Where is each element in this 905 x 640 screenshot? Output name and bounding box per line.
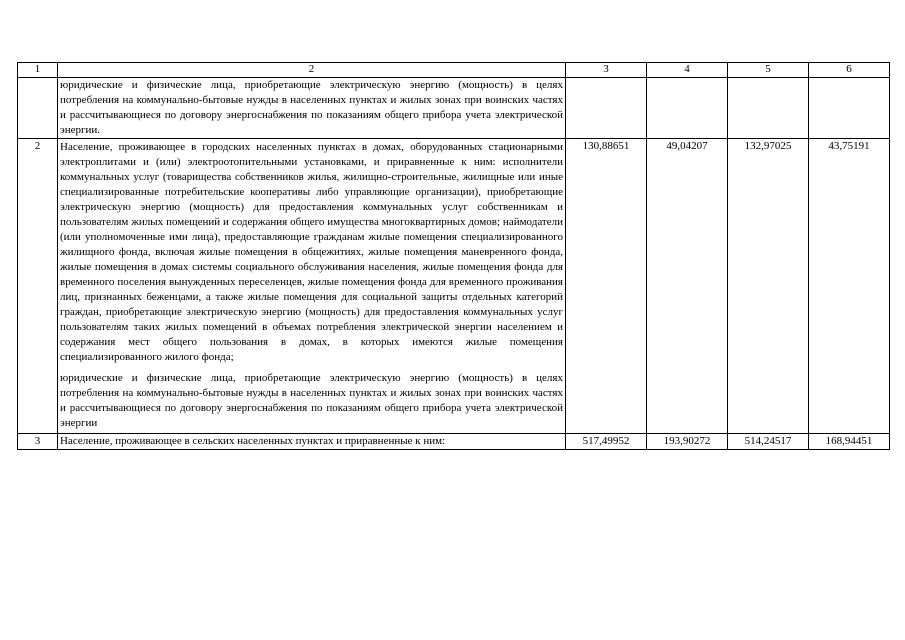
value-cell: 49,04207 (647, 139, 728, 434)
value-cell: 514,24517 (728, 434, 809, 450)
value-cell: 130,88651 (566, 139, 647, 434)
row-description (58, 78, 566, 139)
description-paragraph: Население, проживающее в городских населенных пунктах в домах, оборудованных стационарными электроплитами и (или) электроотопительными установками, и приравненные к ним: исполнители коммунальных услуг (товарищества собственников жилья, жилищно-строительные, жилищные или иные специализированные потребительские кооперативы либо управляющие организации), приобретающие электрическую энергию (мощность) для предоставления коммунальных услуг собственникам и пользователям жилых помещений и содержания общего имущества многоквартирных домов; наймодатели (или уполномоченные ими лица), предоставляющие гражданам жилые помещения специализированного жилищного фонда, включая жилые помещения в общежитиях, жилые помещения маневренного фонда, жилые помещения в домах системы социального обслуживания населения, жилые помещения фонда для временного поселения вынужденных переселенцев, жилые помещения фонда для временного проживания лиц, признанных беженцами, а также жилые помещения для социальной защиты отдельных категорий граждан, приобретающие электрическую энергию (мощность) для предоставления коммунальных услуг пользователям таких жилых помещений в объемах потребления электрической энергии населением и содержания мест общего пользования в домах, в которых имеются жилые помещения специализированного жилого фонда; (60, 141, 563, 363)
header-cell: 6 (809, 63, 890, 78)
row-description (58, 139, 566, 434)
header-cell: 1 (18, 63, 58, 78)
value-cell (809, 78, 890, 139)
table-row (18, 78, 890, 139)
description-paragraph: Население, проживающее в сельских населенных пунктах и приравненные к ним: (60, 435, 446, 447)
header-cell: 3 (566, 63, 647, 78)
row-number (18, 78, 58, 139)
value-cell: 168,94451 (809, 434, 890, 450)
value-cell (566, 78, 647, 139)
value-cell: 43,75191 (809, 139, 890, 434)
header-cell: 5 (728, 63, 809, 78)
header-cell: 4 (647, 63, 728, 78)
table-header-row (18, 63, 890, 78)
row-number: 3 (18, 434, 58, 450)
description-paragraph: юридические и физические лица, приобретающие электрическую энергию (мощность) в целях потребления на коммунально-бытовые нужды в населенных пунктах и жилых зонах при воинских частях и рассчитывающиеся по договору энергоснабжения по показаниям общего прибора учета электрической энергии. (60, 79, 563, 136)
value-cell: 517,49952 (566, 434, 647, 450)
tariff-table (17, 62, 890, 450)
value-cell (728, 78, 809, 139)
table-row (18, 139, 890, 434)
value-cell: 193,90272 (647, 434, 728, 450)
description-paragraph: юридические и физические лица, приобретающие электрическую энергию (мощность) в целях потребления на коммунально-бытовые нужды в населенных пунктах и жилых зонах при воинских частях и рассчитывающиеся по договору энергоснабжения по показаниям общего прибора учета электрической энергии (60, 372, 563, 429)
row-description (58, 434, 566, 450)
value-cell (647, 78, 728, 139)
value-cell: 132,97025 (728, 139, 809, 434)
row-number: 2 (18, 139, 58, 434)
table-row (18, 434, 890, 450)
header-cell: 2 (58, 63, 566, 78)
